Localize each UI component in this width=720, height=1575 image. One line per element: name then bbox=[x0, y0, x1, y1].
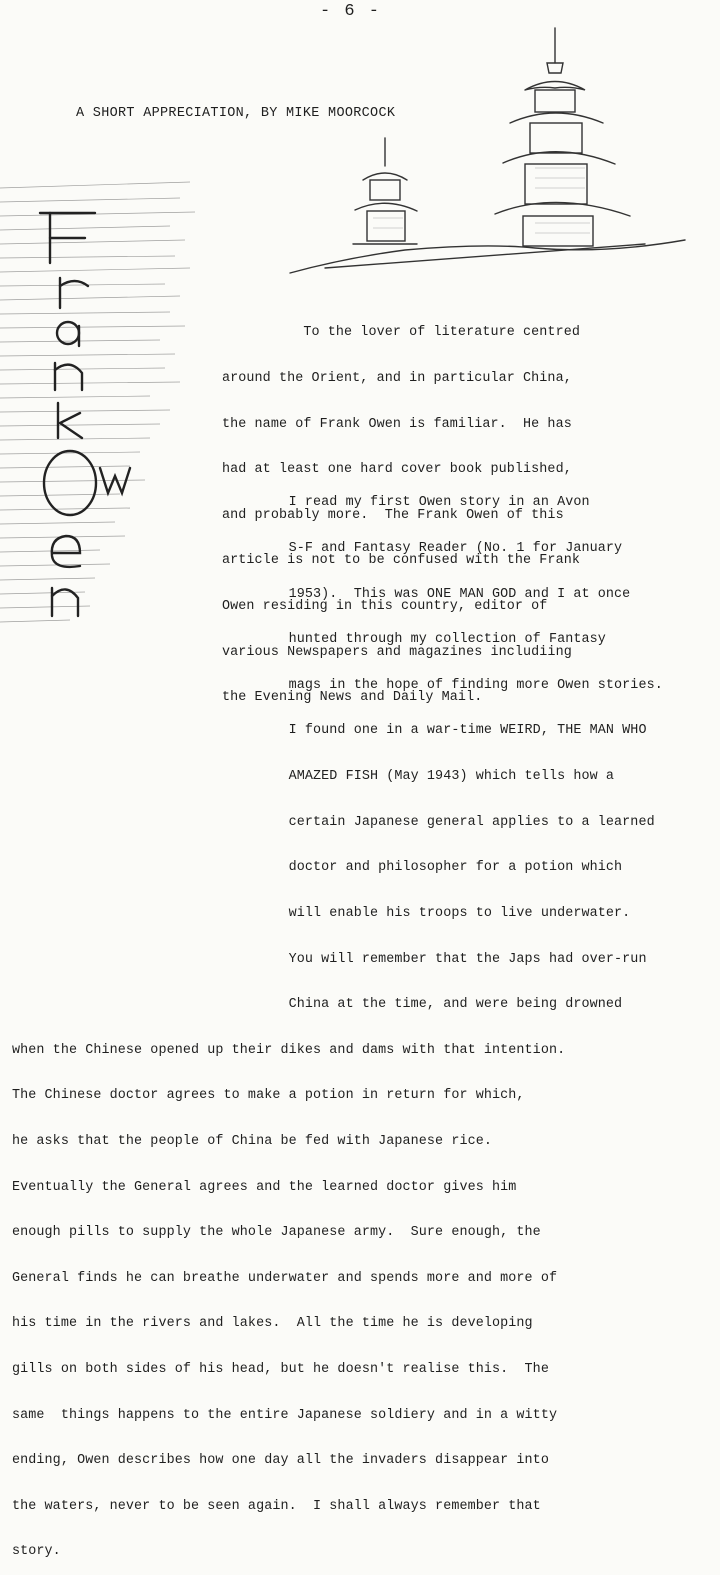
text-line: the waters, never to be seen again. I shall always remember that bbox=[12, 1498, 541, 1514]
text-line: will enable his troops to live underwater. bbox=[12, 905, 631, 921]
text-line: various Newspapers and magazines includiing bbox=[222, 644, 572, 660]
text-line: ending, Owen describes how one day all the invaders disappear into bbox=[12, 1453, 549, 1469]
text-line: he asks that the people of China be fed with Japanese rice. bbox=[12, 1133, 493, 1149]
text-line: Owen residing in this country, editor of bbox=[222, 599, 548, 615]
text-line: 1953). This was ONE MAN GOD and I at once bbox=[12, 586, 631, 602]
paragraph-2 bbox=[12, 465, 663, 1575]
pagoda-illustration bbox=[285, 18, 705, 288]
text-line: doctor and philosopher for a potion which bbox=[12, 860, 623, 876]
text-line: I found one in a war-time WEIRD, THE MAN WHO bbox=[12, 723, 647, 739]
text-line: You will remember that the Japs had over-run bbox=[12, 951, 647, 967]
text-line: Eventually the General agrees and the learned doctor gives him bbox=[12, 1179, 517, 1195]
text-line: the Evening News and Daily Mail. bbox=[222, 690, 483, 706]
text-line: his time in the rivers and lakes. All the time he is developing bbox=[12, 1316, 533, 1332]
text-line: To the lover of literature centred bbox=[222, 325, 580, 341]
page-number: - 6 - bbox=[320, 2, 382, 21]
text-line: the name of Frank Owen is familiar. He has bbox=[222, 416, 572, 432]
text-line: certain Japanese general applies to a learned bbox=[12, 814, 655, 830]
text-line: I read my first Owen story in an Avon bbox=[12, 495, 590, 511]
text-line: AMAZED FISH (May 1943) which tells how a bbox=[12, 769, 615, 785]
text-line: The Chinese doctor agrees to make a potion in return for which, bbox=[12, 1088, 525, 1104]
text-line: General finds he can breathe underwater and spends more and more of bbox=[12, 1270, 558, 1286]
text-line: had at least one hard cover book published, bbox=[222, 462, 572, 478]
article-title: A SHORT APPRECIATION, BY MIKE MOORCOCK bbox=[76, 106, 396, 121]
text-line: story. bbox=[12, 1544, 61, 1560]
text-line: gills on both sides of his head, but he doesn't realise this. The bbox=[12, 1361, 549, 1377]
text-line: and probably more. The Frank Owen of this bbox=[222, 507, 564, 523]
text-line: enough pills to supply the whole Japanese army. Sure enough, the bbox=[12, 1225, 541, 1241]
text-line: China at the time, and were being drowned bbox=[12, 997, 623, 1013]
text-line: same things happens to the entire Japanese soldiery and in a witty bbox=[12, 1407, 558, 1423]
text-line: article is not to be confused with the Frank bbox=[222, 553, 580, 569]
text-line: when the Chinese opened up their dikes and dams with that intention. bbox=[12, 1042, 566, 1058]
text-line: hunted through my collection of Fantasy bbox=[12, 632, 606, 648]
text-line: around the Orient, and in particular China, bbox=[222, 371, 572, 387]
text-line: S-F and Fantasy Reader (No. 1 for January bbox=[12, 541, 623, 557]
pagoda-icon bbox=[290, 28, 685, 273]
text-line: mags in the hope of finding more Owen stories. bbox=[12, 677, 663, 693]
